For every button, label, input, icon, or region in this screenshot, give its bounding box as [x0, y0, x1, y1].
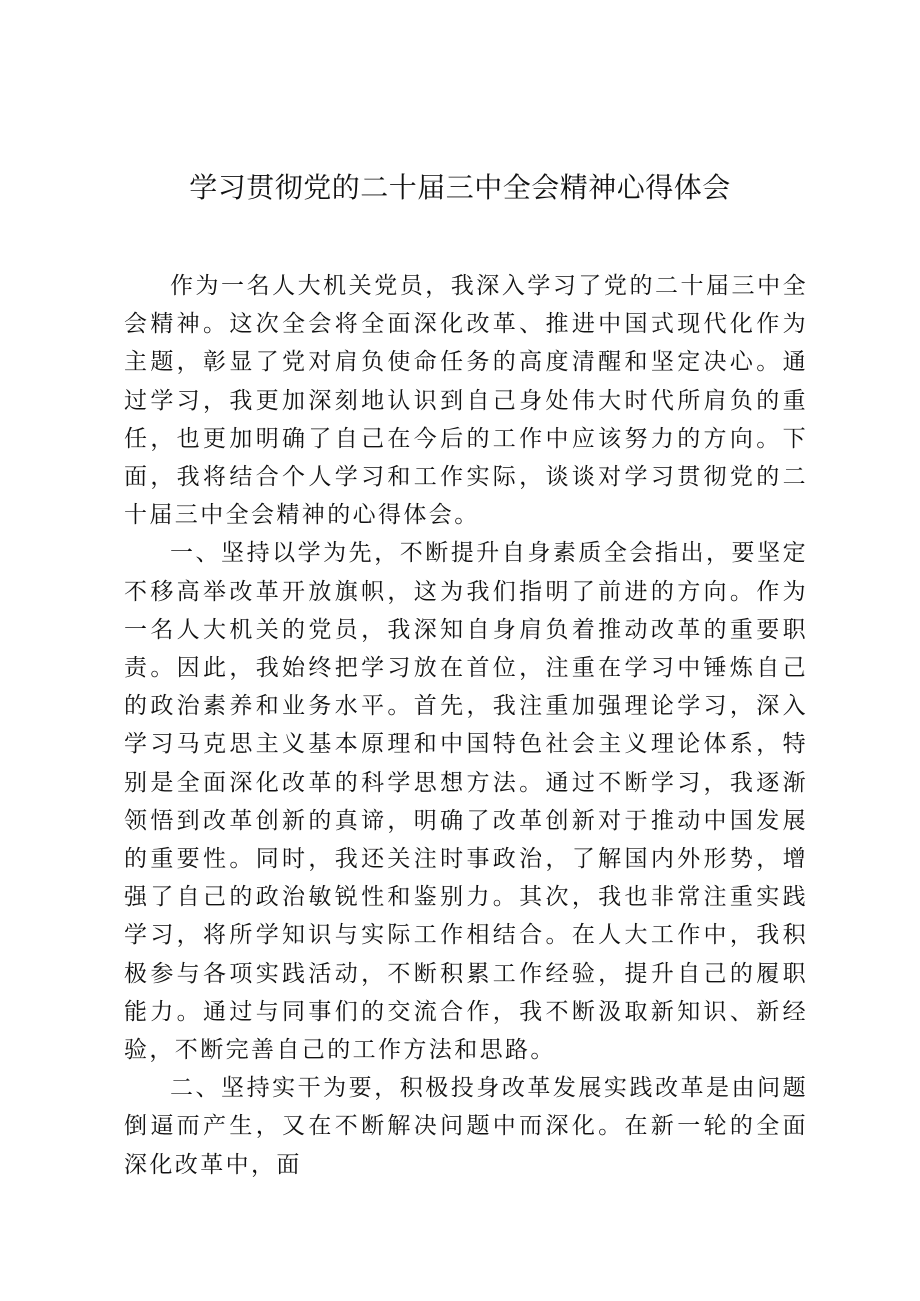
- document-title: 学习贯彻党的二十届三中全会精神心得体会: [189, 171, 731, 204]
- paragraph-section-two: 二、坚持实干为要，积极投身改革发展实践改革是由问题倒逼而产生，又在不断解决问题中而深化。在新一轮的全面深化改革中，面: [124, 1075, 808, 1178]
- document-body: [124, 267, 808, 1184]
- paragraph-intro: 作为一名人大机关党员，我深入学习了党的二十届三中全会精神。这次全会将全面深化改革、推进中国式现代化作为主题，彰显了党对肩负使命任务的高度清醒和坚定决心。通过学习，我更加深刻地认识到自己身处伟大时代所肩负的重任，也更加明确了自己在今后的工作中应该努力的方向。下面，我将结合个人学习和工作实际，谈谈对学习贯彻党的二十届三中全会精神的心得体会。: [124, 273, 808, 529]
- paragraph-section-one: 一、坚持以学为先，不断提升自身素质全会指出，要坚定不移高举改革开放旗帜，这为我们指明了前进的方向。作为一名人大机关的党员，我深知自身肩负着推动改革的重要职责。因此，我始终把学习放在首位，注重在学习中锤炼自己的政治素养和业务水平。首先，我注重加强理论学习，深入学习马克思主义基本原理和中国特色社会主义理论体系，特别是全面深化改革的科学思想方法。通过不断学习，我逐渐领悟到改革创新的真谛，明确了改革创新对于推动中国发展的重要性。同时，我还关注时事政治，了解国内外形势，增强了自己的政治敏锐性和鉴别力。其次，我也非常注重实践学习，将所学知识与实际工作相结合。在人大工作中，我积极参与各项实践活动，不断积累工作经验，提升自己的履职能力。通过与同事们的交流合作，我不断汲取新知识、新经验，不断完善自己的工作方法和思路。: [124, 540, 808, 1064]
